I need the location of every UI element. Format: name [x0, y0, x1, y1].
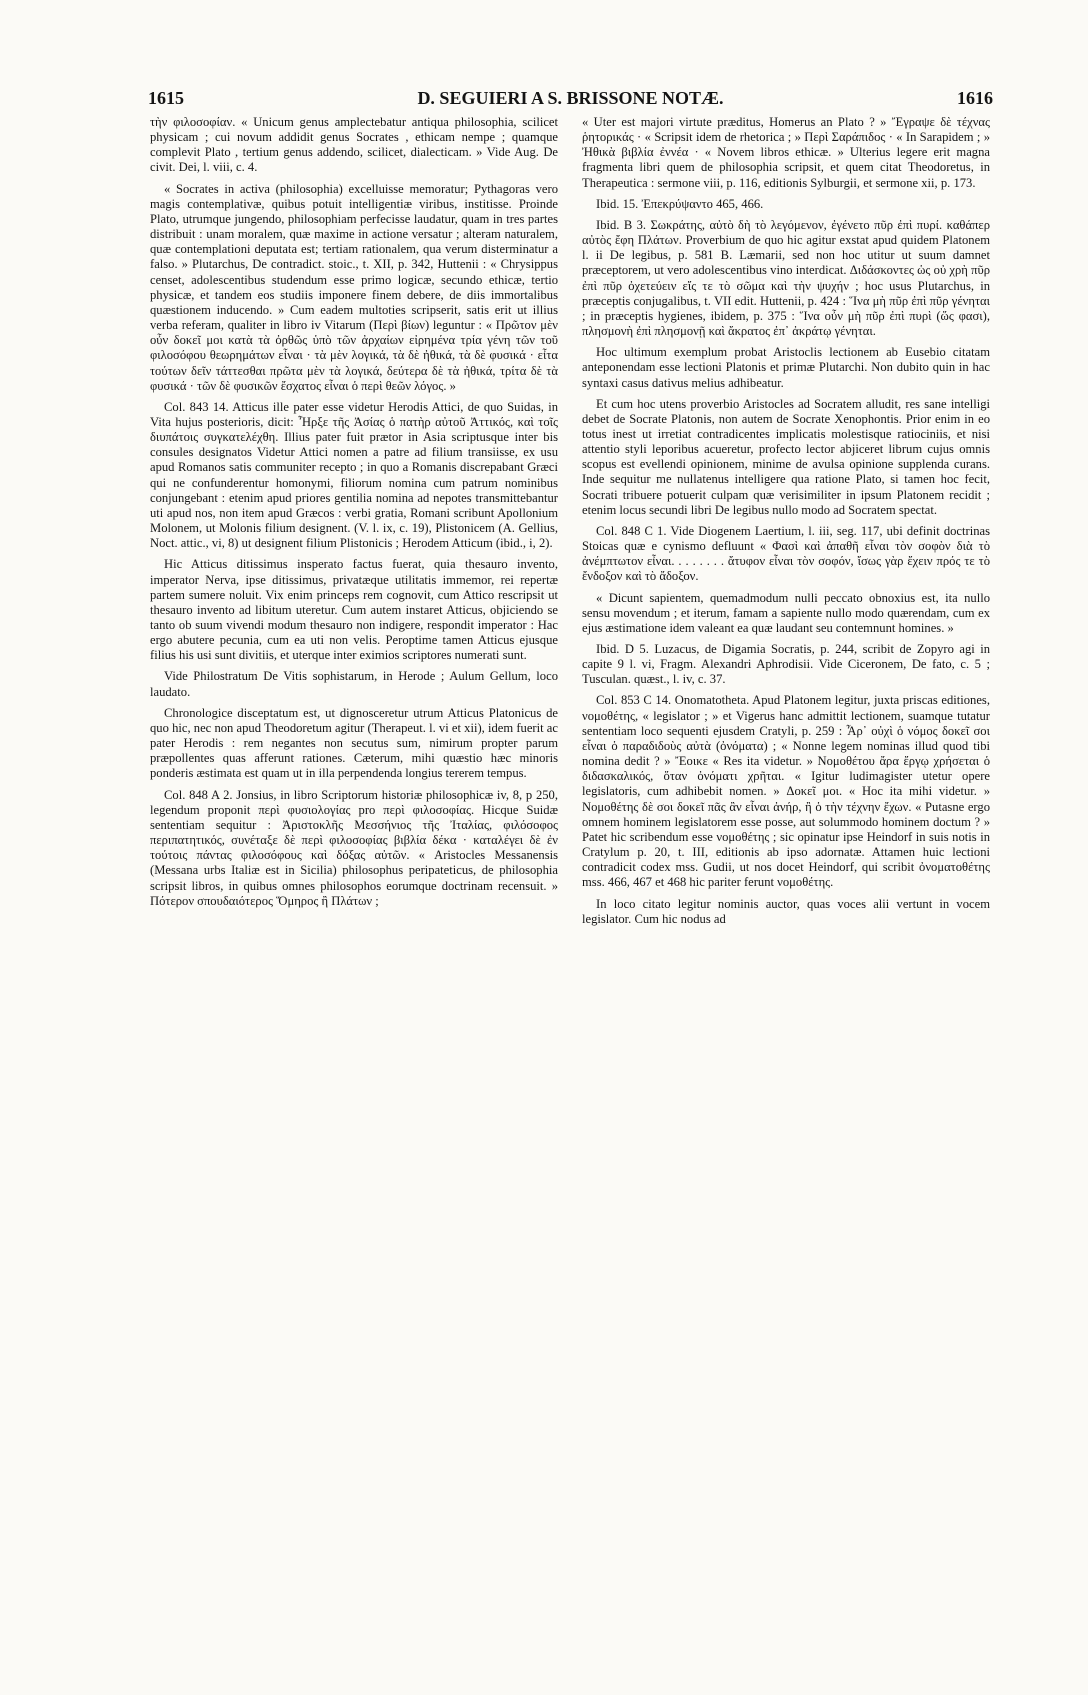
paragraph: « Uter est majori virtute præditus, Homerus an Plato ? » Ἔγραψε δὲ τέχνας ῥητορικάς · « Scripsit idem de rhetorica ; » Περὶ Σαράπιδος · « In Sarapidem ; » Ἠθικὰ βιβλία ἐννέα · « Novem libros ethicæ. » Ulterius legere erit magna fragmenta libri quem de philosophia scripsit, et quem citat Theodoretus, in Therapeutica : sermone viii, p. 116, editionis Sylburgii, et sermone xii, p. 173.: [582, 115, 990, 190]
paragraph: Ibid. D 5. Luzacus, de Digamia Socratis, p. 244, scribit de Zopyro agi in capite 9 l. vi, Fragm. Alexandri Aphrodisii. Vide Ciceronem, De fato, c. 5 ; Tusculan. quæst., l. iv, c. 37.: [582, 642, 990, 687]
right-column: [582, 115, 990, 933]
paragraph: « Dicunt sapientem, quemadmodum nulli peccato obnoxius est, ita nullo sensu movendum ; et iterum, famam a sapiente nullo modo quærendam, cum ex ejus æstimatione idem valeant ea quæ laudant seu contemnunt homines. »: [582, 590, 990, 635]
paragraph: Vide Philostratum De Vitis sophistarum, in Herode ; Aulum Gellum, loco laudato.: [150, 669, 558, 699]
paragraph: Col. 843 14. Atticus ille pater esse videtur Herodis Attici, de quo Suidas, in Vita hujus posterioris, dicit: Ἦρξε τῆς Ἀσίας ὁ πατὴρ αὐτοῦ Ἀττικός, καὶ τοῖς διυπάτοις συγκατελέχθη. Illius pater fuit prætor in Asia scriptusque inter bis consules designatos Videtur Attici nomen a patre ad filium transiisse, ex usu apud Romanos satis communiter recepto ; in quo a Romanis discrepabant Græci qui ne confunderentur homonymi, filiorum nomina cum patrum nominibus conjungebant : etenim apud priores gentilia nomina ad nepotes transmittebantur uti apud nos, non item apud Græcos : verbi gratia, Romani scribunt Apollonium Molonem, ut Molonis filium designent. (V. l. ix, c. 19), Plistonicem (A. Gellius, Noct. attic., vi, 8) ut designent filium Plistonicis ; Herodem Atticum (ibid., i, 2).: [150, 399, 558, 551]
running-header: [148, 88, 993, 114]
paragraph: Col. 848 C 1. Vide Diogenem Laertium, l. iii, seg. 117, ubi definit doctrinas Stoicas quæ e cynismo defluunt « Φασὶ καὶ ἀπαθῆ εἶναι τὸν σοφὸν διὰ τὸ ἀνέμπτωτον εἶναι. . . . . . . . ἄτυφον εἶναι τὸν σοφόν, ἴσως γὰρ ἔχειν πρός τε τὸ ἔνδοξον καὶ τὸ ἄδοξον.: [582, 523, 990, 584]
paragraph: Chronologice disceptatum est, ut dignosceretur utrum Atticus Platonicus de quo hic, nec non apud Theodoretum agitur (Therapeut. l. vi et xii), idem fuerit ac pater Herodis : rem negantes non secutus sum, nimirum propter parum præpollentes quas afferunt rationes. Cæterum, mihi quæstio hæc minoris ponderis æstimata est quam ut in illa perpendenda longius tererem tempus.: [150, 705, 558, 781]
paragraph: Col. 848 A 2. Jonsius, in libro Scriptorum historiæ philosophicæ iv, 8, p 250, legendum proponit περὶ φυσιολογίας pro περὶ φιλοσοφίας. Hicque Suidæ sententiam sequitur : Ἀριστοκλῆς Μεσσήνιος τῆς Ἰταλίας, φιλόσοφος περιπατητικός, συνέταξε δὲ περὶ φιλοσοφίας βιβλία δέκα · καταλέγει δὲ ἐν τούτοις πάντας φιλοσόφους καὶ δόξας αὐτῶν. « Aristocles Messanensis (Messana urbs Italiæ est in Sicilia) philosophus peripateticus, de philosophia scripsit libros, in quibus omnes philosophos eorumque doctrinam recensuit. » Πότερον σπουδαιότερος Ὅμηρος ἢ Πλάτων ;: [150, 787, 558, 908]
paragraph: Hic Atticus ditissimus insperato factus fuerat, quia thesauro invento, imperator Nerva, ipse ditissimus, privatæque utilitatis immemor, rei repertæ partem sumere noluit. Vix enim princeps rem cognovit, cum Attico rescripsit ut thesauro invento ad libitum uteretur. Cum autem instaret Atticus, objiciendo se tanto ob suum vivendi modum thesauro non indigere, respondit imperator : Hac ergo abutere pecunia, cum ea uti non velis. Peroptime tamen Atticus ejusque filius his usi sunt divitiis, et uterque inter eximios scriptores numerati sunt.: [150, 557, 558, 663]
left-column: [150, 115, 558, 915]
page-number-left: 1615: [148, 88, 184, 108]
paragraph: Col. 853 C 14. Onomatotheta. Apud Platonem legitur, juxta priscas editiones, νομοθέτης, « legislator ; » et Vigerus hanc admittit lectionem, suamque tutatur sententiam loco sequenti ejusdem Cratyli, p. 259 : Ἆρ᾽ οὐχὶ ὁ νόμος δοκεῖ σοι εἶναι ὁ παραδιδοὺς αὐτὰ (ὀνόματα) ; « Nonne legem nominas illud quod tibi nomina dedit ? » Ἔοικε « Res ita videtur. » Νομοθέτου ἄρα ἔργῳ χρήσεται ὁ διδασκαλικός, ὅταν ὀνόματι χρῆται. « Igitur ludimagister utetur opere legislatoris, cum adhibebit nomen. » Δοκεῖ μοι. « Hoc ita mihi videtur. » Νομοθέτης δὲ σοι δοκεῖ πᾶς ἂν εἶναι ἀνήρ, ἢ ὁ τὴν τέχνην ἔχων. « Putasne ergo omnem hominem legislatorem esse posse, aut solummodo hominem doctum ? » Patet hic scribendum esse νομοθέτης ; sic opinatur ipse Heindorf in suis notis in Cratylum p. 20, t. III, editionis ab ipso adornatæ. Attamen huic lectioni contradicit codex mss. Gudii, ut nos docet Heindorf, qui scribit ὀνοματοθέτης mss. 466, 467 et 468 hic pariter ferunt νομοθέτης.: [582, 693, 990, 890]
page-number-right: 1616: [957, 88, 993, 108]
paragraph: Ibid. 15. Ἐπεκρύψαντο 465, 466.: [596, 196, 764, 211]
running-title: D. SEGUIERI A S. BRISSONE NOTÆ.: [417, 88, 724, 108]
paragraph: In loco citato legitur nominis auctor, quas voces alii vertunt in vocem legislator. Cum hic nodus ad: [582, 896, 990, 926]
paragraph: τὴν φιλοσοφίαν. « Unicum genus amplectebatur antiqua philosophia, scilicet physicam ; cui novum addidit genus Socrates , ethicam nempe ; quamque complevit Plato , tertium genus addendo, scilicet, dialecticam. » Vide Aug. De civit. Dei, l. viii, c. 4.: [150, 115, 558, 175]
paragraph: « Socrates in activa (philosophia) excelluisse memoratur; Pythagoras vero magis contemplativæ, quibus potuit intelligentiæ viribus, institisse. Proinde Plato, utrumque jungendo, philosophiam perfecisse laudatur, quam in tres partes distribuit : unam moralem, quæ maxime in actione versatur ; alteram naturalem, quæ contemplationi deputata est; tertiam rationalem, qua verum disterminatur a falso. » Plutarchus, De contradict. stoic., t. XII, p. 342, Huttenii : « Chrysippus censet, adolescentibus studendum esse primo logicæ, secundo ethicæ, tertio physicæ, et tandem eos studiis imponere finem debere, de diis immortalibus quæstionem inducendo. » Cum eadem multoties scripserit, satis erit ut illius verba referam, qualiter in libro iv Vitarum (Περὶ βίων) leguntur : « Πρῶτον μὲν οὖν δοκεῖ μοι κατὰ τὰ ὀρθῶς ὑπὸ τῶν ἀρχαίων εἰρημένα τρία γένη τῶν τοῦ φιλοσόφου θεωρημάτων εἶναι · τὰ μὲν λογικά, τὰ δὲ ἠθικά, τὰ δὲ φυσικά · εἶτα τούτων δεῖν τάττεσθαι πρῶτα μὲν τὰ λογικά, δεύτερα δὲ τὰ ἠθικά, τρίτα δὲ τὰ φυσικά · τῶν δὲ φυσικῶν ἔσχατος εἶναι ὁ περὶ θεῶν λόγος. »: [150, 181, 558, 393]
paragraph: Et cum hoc utens proverbio Aristocles ad Socratem alludit, res sane intelligi debet de Socrate Platonis, non autem de Socrate Xenophontis. Prior enim in eo totus inest ut irretiat contradicentes implicatis molestisque ratiociniis, et nisi attentio styli leporibus acueretur, profecto lector abjiceret librum cujus omnis scopus est evellendi opinionem, minime de avulsa opinione supplenda curans. Inde sequitur me nullatenus intelligere qua ratione Plato, si tamen hoc fecit, Socrati tribuere potuerit culpam quæ verisimiliter in ipsum Platonem recidit ; etenim locus secundi libri De legibus nullo modo ad Socratem spectat.: [582, 396, 990, 517]
paragraph: Hoc ultimum exemplum probat Aristoclis lectionem ab Eusebio citatam anteponendam esse lectioni Platonis et primæ Plutarchi. Non dubito quin in hac syntaxi casus dativus melius adhibeatur.: [582, 345, 990, 390]
paragraph: Ibid. B 3. Σωκράτης, αὐτὸ δὴ τὸ λεγόμενον, ἐγένετο πῦρ ἐπὶ πυρί. καθάπερ αὐτὸς ἔφη Πλάτων. Proverbium de quo hic agitur exstat apud quidem Platonem l. ii De legibus, p. 581 B. Læmarii, sed non hoc utitur ut suum damnet præceptorem, ut vero adolescentibus vino interdicat. Διδάσκοντες ὡς οὐ χρὴ πῦρ ἐπὶ πῦρ ὀχετεύειν εἴς τε τὸ σῶμα καὶ τὴν ψυχήν ; hoc usus Plutarchus, in præceptis conjugalibus, t. VII edit. Huttenii, p. 424 : Ἵνα μὴ πῦρ ἐπὶ πῦρ γένηται ; in præceptis hygienes, ibidem, p. 375 : Ἵνα οὖν μὴ πῦρ ἐπὶ πυρὶ (ὥς φασι), πλησμονὴ ἐπὶ πλησμονῇ καὶ ἄκρατος ἐπ᾽ ἀκράτῳ γένηται.: [582, 217, 990, 339]
